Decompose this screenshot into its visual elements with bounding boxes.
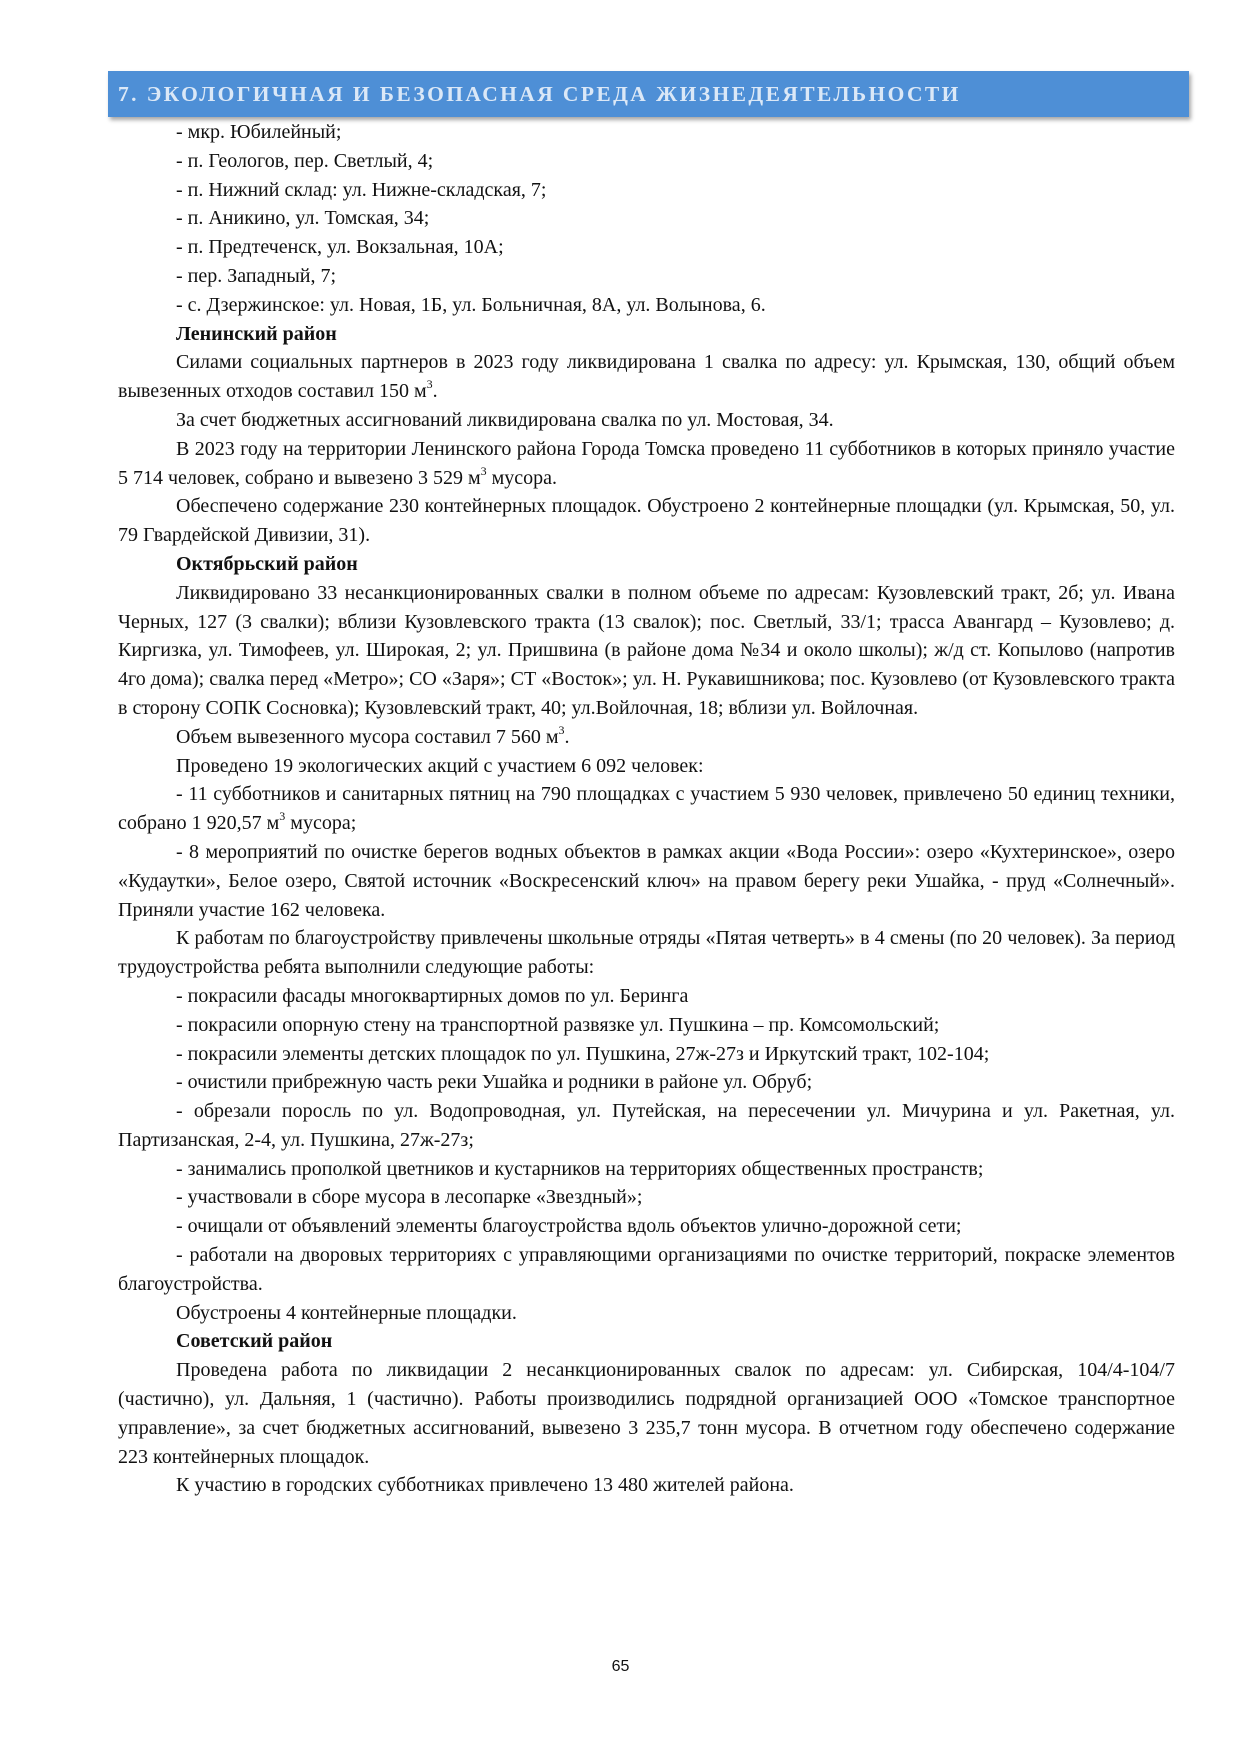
paragraph: Ликвидировано 33 несанкционированных свалки в полном объеме по адресам: Кузовлевский тракт, 2б; ул. Ивана Черных, 127 (3 свалки); вблизи Кузовлевского тракта (13 свалок); пос. Светлый, 33/1; трасса Авангард – Кузовлево; д. Киргизка, ул. Тимофеев, ул. Широкая, 2; ул. Пришвина (в районе дома №34 и около школы); ж/д ст. Копылово (напротив 4го дома); свалка перед «Метро»; СО «Заря»; СТ «Восток»; ул. Н. Рукавишникова; пос. Кузовлево (от Кузовлевского тракта в сторону СОПК Сосновка); Кузовлевский тракт, 40; ул.Войлочная, 18; вблизи ул. Войлочная. — [118, 581, 1175, 719]
paragraph: Обустроены 4 контейнерные площадки. — [176, 1301, 517, 1324]
list-item: - покрасили элементы детских площадок по ул. Пушкина, 27ж-27з и Иркутский тракт, 102-104; — [176, 1042, 990, 1065]
superscript: 3 — [480, 463, 487, 478]
list-item — [118, 780, 1175, 838]
paragraph-tail: мусора; — [285, 812, 357, 835]
list-item: - занимались прополкой цветников и кустарников на территориях общественных пространств; — [176, 1157, 984, 1180]
paragraph-tail: . — [432, 380, 438, 403]
paragraph: Проведена работа по ликвидации 2 несанкционированных свалок по адресам: ул. Сибирская, 104/4-104/7 (частично), ул. Дальняя, 1 (частично). Работы производились подрядной организацией ООО «Томское транспортное управление», за счет бюджетных ассигнований, вывезено 3 235,7 тонн мусора. В отчетном году обеспечено содержание 223 контейнерных площадок. — [118, 1359, 1175, 1468]
list-item: - обрезали поросль по ул. Водопроводная, ул. Путейская, на пересечении ул. Мичурина и ул. Ракетная, ул. Партизанская, 2-4, ул. Пушкина, 27ж-27з; — [118, 1100, 1175, 1151]
list-item: - покрасили опорную стену на транспортной развязке ул. Пушкина – пр. Комсомольский; — [176, 1013, 940, 1036]
paragraph-tail: . — [564, 725, 570, 748]
list-item: - с. Дзержинское: ул. Новая, 1Б, ул. Больничная, 8А, ул. Волынова, 6. — [176, 293, 766, 316]
paragraph-text: В 2023 году на территории Ленинского района Города Томска проведено 11 субботников в которых приняло участие 5 714 человек, собрано и вывезено 3 529 м — [118, 437, 1175, 489]
paragraph — [118, 723, 1175, 752]
paragraph-text: Силами социальных партнеров в 2023 году ликвидирована 1 свалка по адресу: ул. Крымская, 130, общий объем вывезенных отходов составил 150 м — [118, 351, 1175, 403]
section-title: 7. ЭКОЛОГИЧНАЯ И БЕЗОПАСНАЯ СРЕДА ЖИЗНЕДЕЯТЕЛЬНОСТИ — [118, 82, 961, 106]
list-item: - очистили прибрежную часть реки Ушайка и родники в районе ул. Обруб; — [176, 1071, 813, 1094]
paragraph: К участию в городских субботниках привлечено 13 480 жителей района. — [176, 1474, 794, 1497]
superscript: 3 — [279, 809, 286, 824]
heading-sovetsky-district: Советский район — [176, 1330, 333, 1353]
list-item: - участвовали в сборе мусора в лесопарке «Звездный»; — [176, 1186, 643, 1209]
paragraph: Проведено 19 экологических акций с участием 6 092 человек: — [176, 754, 704, 777]
list-item: - мкр. Юбилейный; — [176, 121, 342, 143]
paragraph-text: Объем вывезенного мусора составил 7 560 м — [176, 725, 559, 748]
superscript: 3 — [558, 722, 565, 737]
list-item: - очищали от объявлений элементы благоустройства вдоль объектов улично-дорожной сети; — [176, 1215, 962, 1238]
paragraph-tail: мусора. — [486, 466, 558, 489]
superscript: 3 — [426, 377, 433, 392]
list-item: - покрасили фасады многоквартирных домов по ул. Беринга — [176, 984, 689, 1007]
heading-oktyabrsky-district: Октябрьский район — [176, 552, 358, 575]
list-item: - п. Аникино, ул. Томская, 34; — [176, 207, 430, 230]
paragraph — [118, 435, 1175, 493]
document-body — [118, 118, 1175, 1500]
paragraph: К работам по благоустройству привлечены школьные отряды «Пятая четверть» в 4 смены (по 20 человек). За период трудоустройства ребята выполнили следующие работы: — [118, 927, 1175, 979]
page-number: 65 — [611, 1658, 630, 1675]
paragraph: За счет бюджетных ассигнований ликвидирована свалка по ул. Мостовая, 34. — [176, 408, 834, 431]
list-item: - п. Предтеченск, ул. Вокзальная, 10А; — [176, 236, 504, 259]
list-item: - пер. Западный, 7; — [176, 264, 337, 287]
heading-leninsky-district: Ленинский район — [176, 322, 337, 345]
list-item: - п. Геологов, пер. Светлый, 4; — [176, 149, 434, 172]
paragraph — [118, 348, 1175, 406]
list-item: - работали на дворовых территориях с управляющими организациями по очистке территорий, покраске элементов благоустройства. — [118, 1244, 1175, 1295]
paragraph: Обеспечено содержание 230 контейнерных площадок. Обустроено 2 контейнерные площадки (ул. Крымская, 50, ул. 79 Гвардейской Дивизии, 31). — [118, 495, 1175, 547]
list-item: - 8 мероприятий по очистке берегов водных объектов в рамках акции «Вода России»: озеро «Кухтеринское», озеро «Кудаутки», Белое озеро, Святой источник «Воскресенский ключ» на правом берегу реки Ушайка, - пруд «Солнечный». Приняли участие 162 человека. — [118, 840, 1175, 921]
list-item: - п. Нижний склад: ул. Нижне-складская, 7; — [176, 178, 547, 201]
paragraph-text: - 11 субботников и санитарных пятниц на 790 площадках с участием 5 930 человек, привлечено 50 единиц техники, собрано 1 920,57 м — [118, 783, 1175, 835]
section-header-bar — [108, 71, 1189, 117]
